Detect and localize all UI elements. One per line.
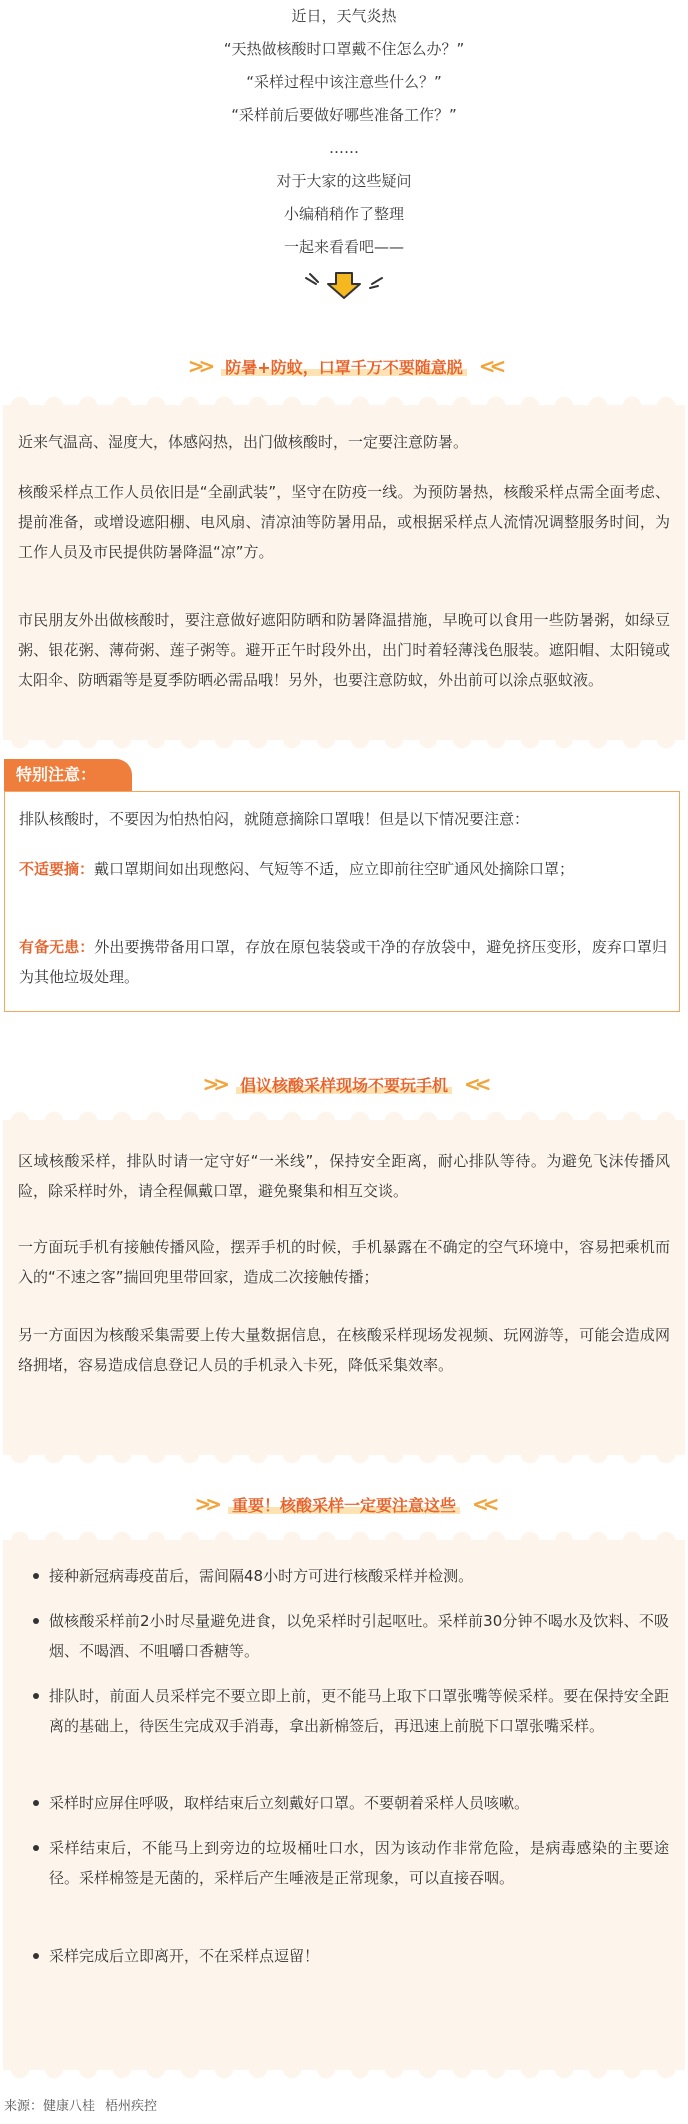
source-label: 来源：	[4, 2099, 44, 2114]
chevron-right-icon: >>	[202, 1072, 224, 1096]
phone-card	[3, 1120, 685, 1455]
scallop-border	[3, 2069, 685, 2079]
section-title-heat	[0, 350, 688, 382]
source-line	[4, 2098, 157, 2116]
intro-line: “天热做核酸时口罩戴不住怎么办？”	[223, 40, 465, 58]
section-title-text: 倡议核酸采样现场不要玩手机	[236, 1073, 452, 1096]
scallop-border	[3, 396, 685, 406]
bullet-dot	[33, 1573, 39, 1579]
important-card	[3, 1540, 685, 2070]
note-item-remove	[19, 854, 667, 884]
note-box	[4, 791, 680, 1012]
intro-line: ……	[329, 139, 359, 157]
note-item-spare	[19, 932, 667, 992]
paragraph: 一方面玩手机有接触传播风险，摆弄手机的时候，手机暴露在不确定的空气环境中，容易把乘机而入的“不速之客”揣回兜里带回家，造成二次接触传播；	[18, 1238, 670, 1286]
scallop-border	[3, 1111, 685, 1121]
chevron-right-icon: >>	[187, 354, 210, 378]
bullet-dot	[33, 1618, 39, 1624]
list-item: 排队时，前面人员采样完不要立即上前，更不能马上取下口罩张嘴等候采样。要在保持安全距离的基础上，待医生完成双手消毒，拿出新棉签后，再迅速上前脱下口罩张嘴采样。	[49, 1687, 669, 1735]
list-item: 采样时应屏住呼吸，取样结束后立刻戴好口罩。不要朝着采样人员咳嗽。	[49, 1794, 530, 1812]
source-name: 健康八桂	[43, 2099, 96, 2114]
chevron-left-icon: <<	[478, 354, 501, 378]
bullet-dot	[33, 1800, 39, 1806]
heat-card	[3, 405, 685, 740]
note-keyword: 不适要摘：	[19, 860, 95, 878]
chevron-right-icon: >>	[194, 1492, 216, 1516]
intro-line: 一起来看看吧——	[283, 238, 404, 256]
intro-line: “采样过程中该注意些什么？”	[246, 73, 442, 91]
intro-line: 对于大家的这些疑问	[276, 172, 412, 190]
list-item: 采样结束后，不能马上到旁边的垃圾桶吐口水，因为该动作非常危险，是病毒感染的主要途径。采样棉签是无菌的，采样后产生唾液是正常现象，可以直接吞咽。	[49, 1839, 669, 1887]
intro-line: 近日，天气炎热	[291, 7, 397, 25]
source-name: 梧州疾控	[105, 2099, 158, 2114]
intro-line: “采样前后要做好哪些准备工作？”	[231, 106, 457, 124]
section-title-phone	[0, 1068, 688, 1100]
paragraph: 另一方面因为核酸采集需要上传大量数据信息，在核酸采样现场发视频、玩网游等，可能会造成网络拥堵，容易造成信息登记人员的手机录入卡死，降低采集效率。	[18, 1326, 670, 1374]
list-item: 采样完成后立即离开，不在采样点逗留！	[49, 1947, 320, 1965]
bullet-dot	[33, 1845, 39, 1851]
paragraph: 核酸采样点工作人员依旧是“全副武装”，坚守在防疫一线。为预防暑热，核酸采样点需全面考虑、提前准备，或增设遮阳棚、电风扇、清凉油等防暑用品，或根据采样点人流情况调整服务时间，为工作人员及市民提供防暑降温“凉”方。	[18, 483, 670, 561]
paragraph: 近来气温高、湿度大，体感闷热，出门做核酸时，一定要注意防暑。	[18, 433, 469, 451]
section-title-text: 防暑+防蚊，口罩千万不要随意脱	[221, 355, 466, 378]
note-keyword: 有备无患：	[19, 938, 95, 956]
down-arrow-icon	[300, 270, 388, 300]
list-item: 接种新冠病毒疫苗后，需间隔48小时方可进行核酸采样并检测。	[49, 1567, 474, 1585]
list-item: 做核酸采样前2小时尽量避免进食，以免采样时引起呕吐。采样前30分钟不喝水及饮料、不吸烟、不喝酒、不咀嚼口香糖等。	[49, 1612, 669, 1660]
note-paragraph: 排队核酸时，不要因为怕热怕闷，就随意摘除口罩哦！但是以下情况要注意：	[19, 810, 530, 828]
bullet-dot	[33, 1953, 39, 1959]
chevron-left-icon: <<	[472, 1492, 494, 1516]
note-text: 外出要携带备用口罩，存放在原包装袋或干净的存放袋中，避免挤压变形，废弃口罩归为其他垃圾处理。	[19, 938, 667, 986]
note-text: 戴口罩期间如出现憋闷、气短等不适，应立即前往空旷通风处摘除口罩；	[94, 860, 575, 878]
bullet-dot	[33, 1693, 39, 1699]
scallop-border	[3, 739, 685, 749]
intro-line: 小编稍稍作了整理	[283, 205, 404, 223]
intro-block	[0, 0, 688, 264]
scallop-border	[3, 1531, 685, 1541]
chevron-left-icon: <<	[464, 1072, 486, 1096]
section-title-text: 重要！核酸采样一定要注意这些	[228, 1493, 460, 1516]
note-tab: 特别注意：	[4, 759, 132, 791]
paragraph: 区域核酸采样，排队时请一定守好“一米线”，保持安全距离，耐心排队等待。为避免飞沫传播风险，除采样时外，请全程佩戴口罩，避免聚集和相互交谈。	[18, 1152, 670, 1200]
scallop-border	[3, 1454, 685, 1464]
paragraph: 市民朋友外出做核酸时，要注意做好遮阳防晒和防暑降温措施，早晚可以食用一些防暑粥，如绿豆粥、银花粥、薄荷粥、莲子粥等。避开正午时段外出，出门时着轻薄浅色服装。遮阳帽、太阳镜或太阳伞、防晒霜等是夏季防晒必需品哦！另外，也要注意防蚊，外出前可以涂点驱蚊液。	[18, 611, 670, 689]
section-title-important	[0, 1488, 688, 1520]
